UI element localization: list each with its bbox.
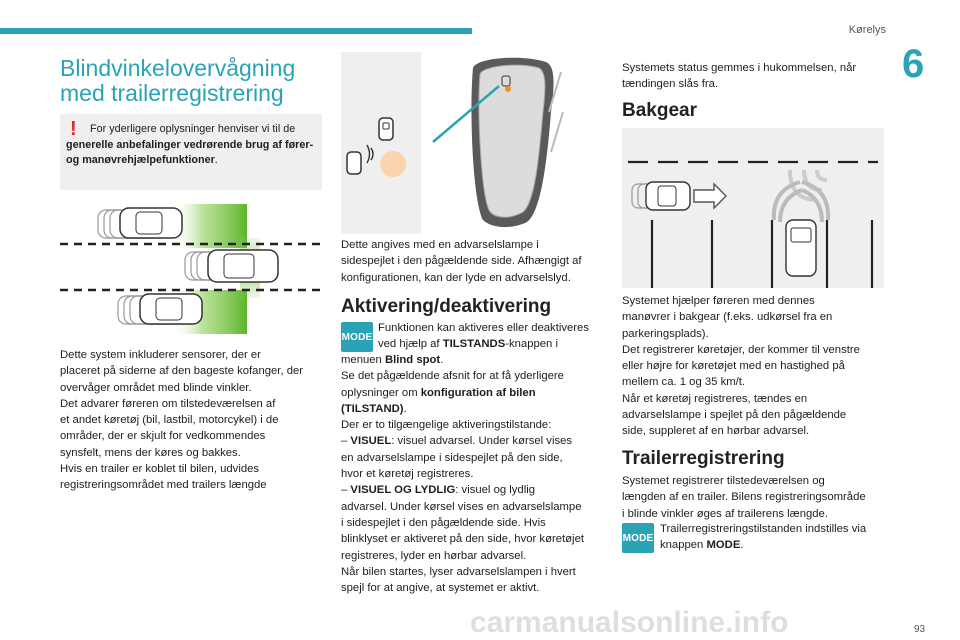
warning-text: For yderligere oplysninger henviser vi til de generelle anbefalinger vedrørende brug af fører- og manøvrehjælpefunktioner. [66,123,314,166]
activation-text-2: menuen Blind spot. Se det pågældende afsnit for at få yderligere oplysninger om konfiguration af bilen (TILSTAND). Der er to tilgængelige aktiveringstilstande: – VISUEL: visuel advarsel. Under kørsel vises en advarselslampe i sidespejlet på den side, hvor et køretøj registreres. – VISUEL OG LYDLIG: visuel og lydlig advarsel. Under kørsel vises en advarselslampe i sidespejlet i den pågældende side. Hvis blinklyset er aktiveret på den side, hvor køretøjet registreres, lyder en hørbar advarsel. Når bilen startes, lyser advarselslampen i hvert spejl for at angive, at systemet er aktivt. [341,352,616,596]
chapter-title: Kørelys [848,24,886,36]
chapter-number: 6 [902,42,925,86]
blind-spot-illustration [60,198,322,338]
activation-text-1: Funktionen kan aktiveres eller deaktiveres ved hjælp af TILSTANDS-knappen i [378,322,589,351]
mirror-caption: Dette angives med en advarselslampe i sidespejlet i den pågældende side. Afhængigt af konfigurationen, kan der lyde en advarselslyd. [341,239,582,284]
heading-activation: Aktivering/deaktivering [341,296,552,317]
watermark: carmanualsonline.info [470,606,789,639]
mirror-warning-illustration [341,52,581,234]
reverse-body: Systemet hjælper føreren med dennes manøvrer i bakgear (f.eks. udkørsel fra en parkeringsplads). Det registrerer køretøjer, der kommer til venstre eller højre for køretøjet med en hastighed på mellem ca. 1 og 35 km/t. Når et køretøj registreres, tændes en advarselslampe i spejlet på den pågældende side, suppleret af en hørbar advarsel. [622,295,860,438]
page-number: 93 [914,624,926,635]
rear-cross-traffic-illustration [622,128,884,288]
mode-button-icon: MODE [341,322,373,352]
trailer-body: Systemet registrerer tilstedeværelsen og længden af en trailer. Bilens registreringsområde i blinde vinkler øges af trailerens længde. [622,475,866,520]
heading-reverse: Bakgear [622,100,697,121]
mode-visual: – VISUEL: visuel advarsel. Under kørsel vises [341,435,573,448]
section-title: Blindvinkelovervågning med trailerregistrering [60,55,296,106]
mode-visual-audible: – VISUEL OG LYDLIG: visuel og lydlig [341,484,536,497]
heading-trailer: Trailerregistrering [622,448,785,469]
mode-button-icon-trailer: MODE [622,523,654,553]
header-accent-bar [0,28,472,34]
trailer-mode-text: Trailerregistreringstilstanden indstilles via knappen MODE. [660,523,867,552]
col1-body: Dette system inkluderer sensorer, der er placeret på siderne af den bageste kofanger, der overvåger området med blinde vinkler. Det advarer føreren om tilstedeværelsen af et andet køretøj (bil, lastbil, motorcykel) i de områder, der er skjult for vedkommendes synsfelt, mens der køres og bakkes. Hvis en trailer er koblet til bilen, udvides registreringsområdet med trailers længde [60,349,304,492]
status-memory-text: Systemets status gemmes i hukommelsen, når tændingen slås fra. [622,62,857,91]
warning-icon: ! [70,118,77,140]
